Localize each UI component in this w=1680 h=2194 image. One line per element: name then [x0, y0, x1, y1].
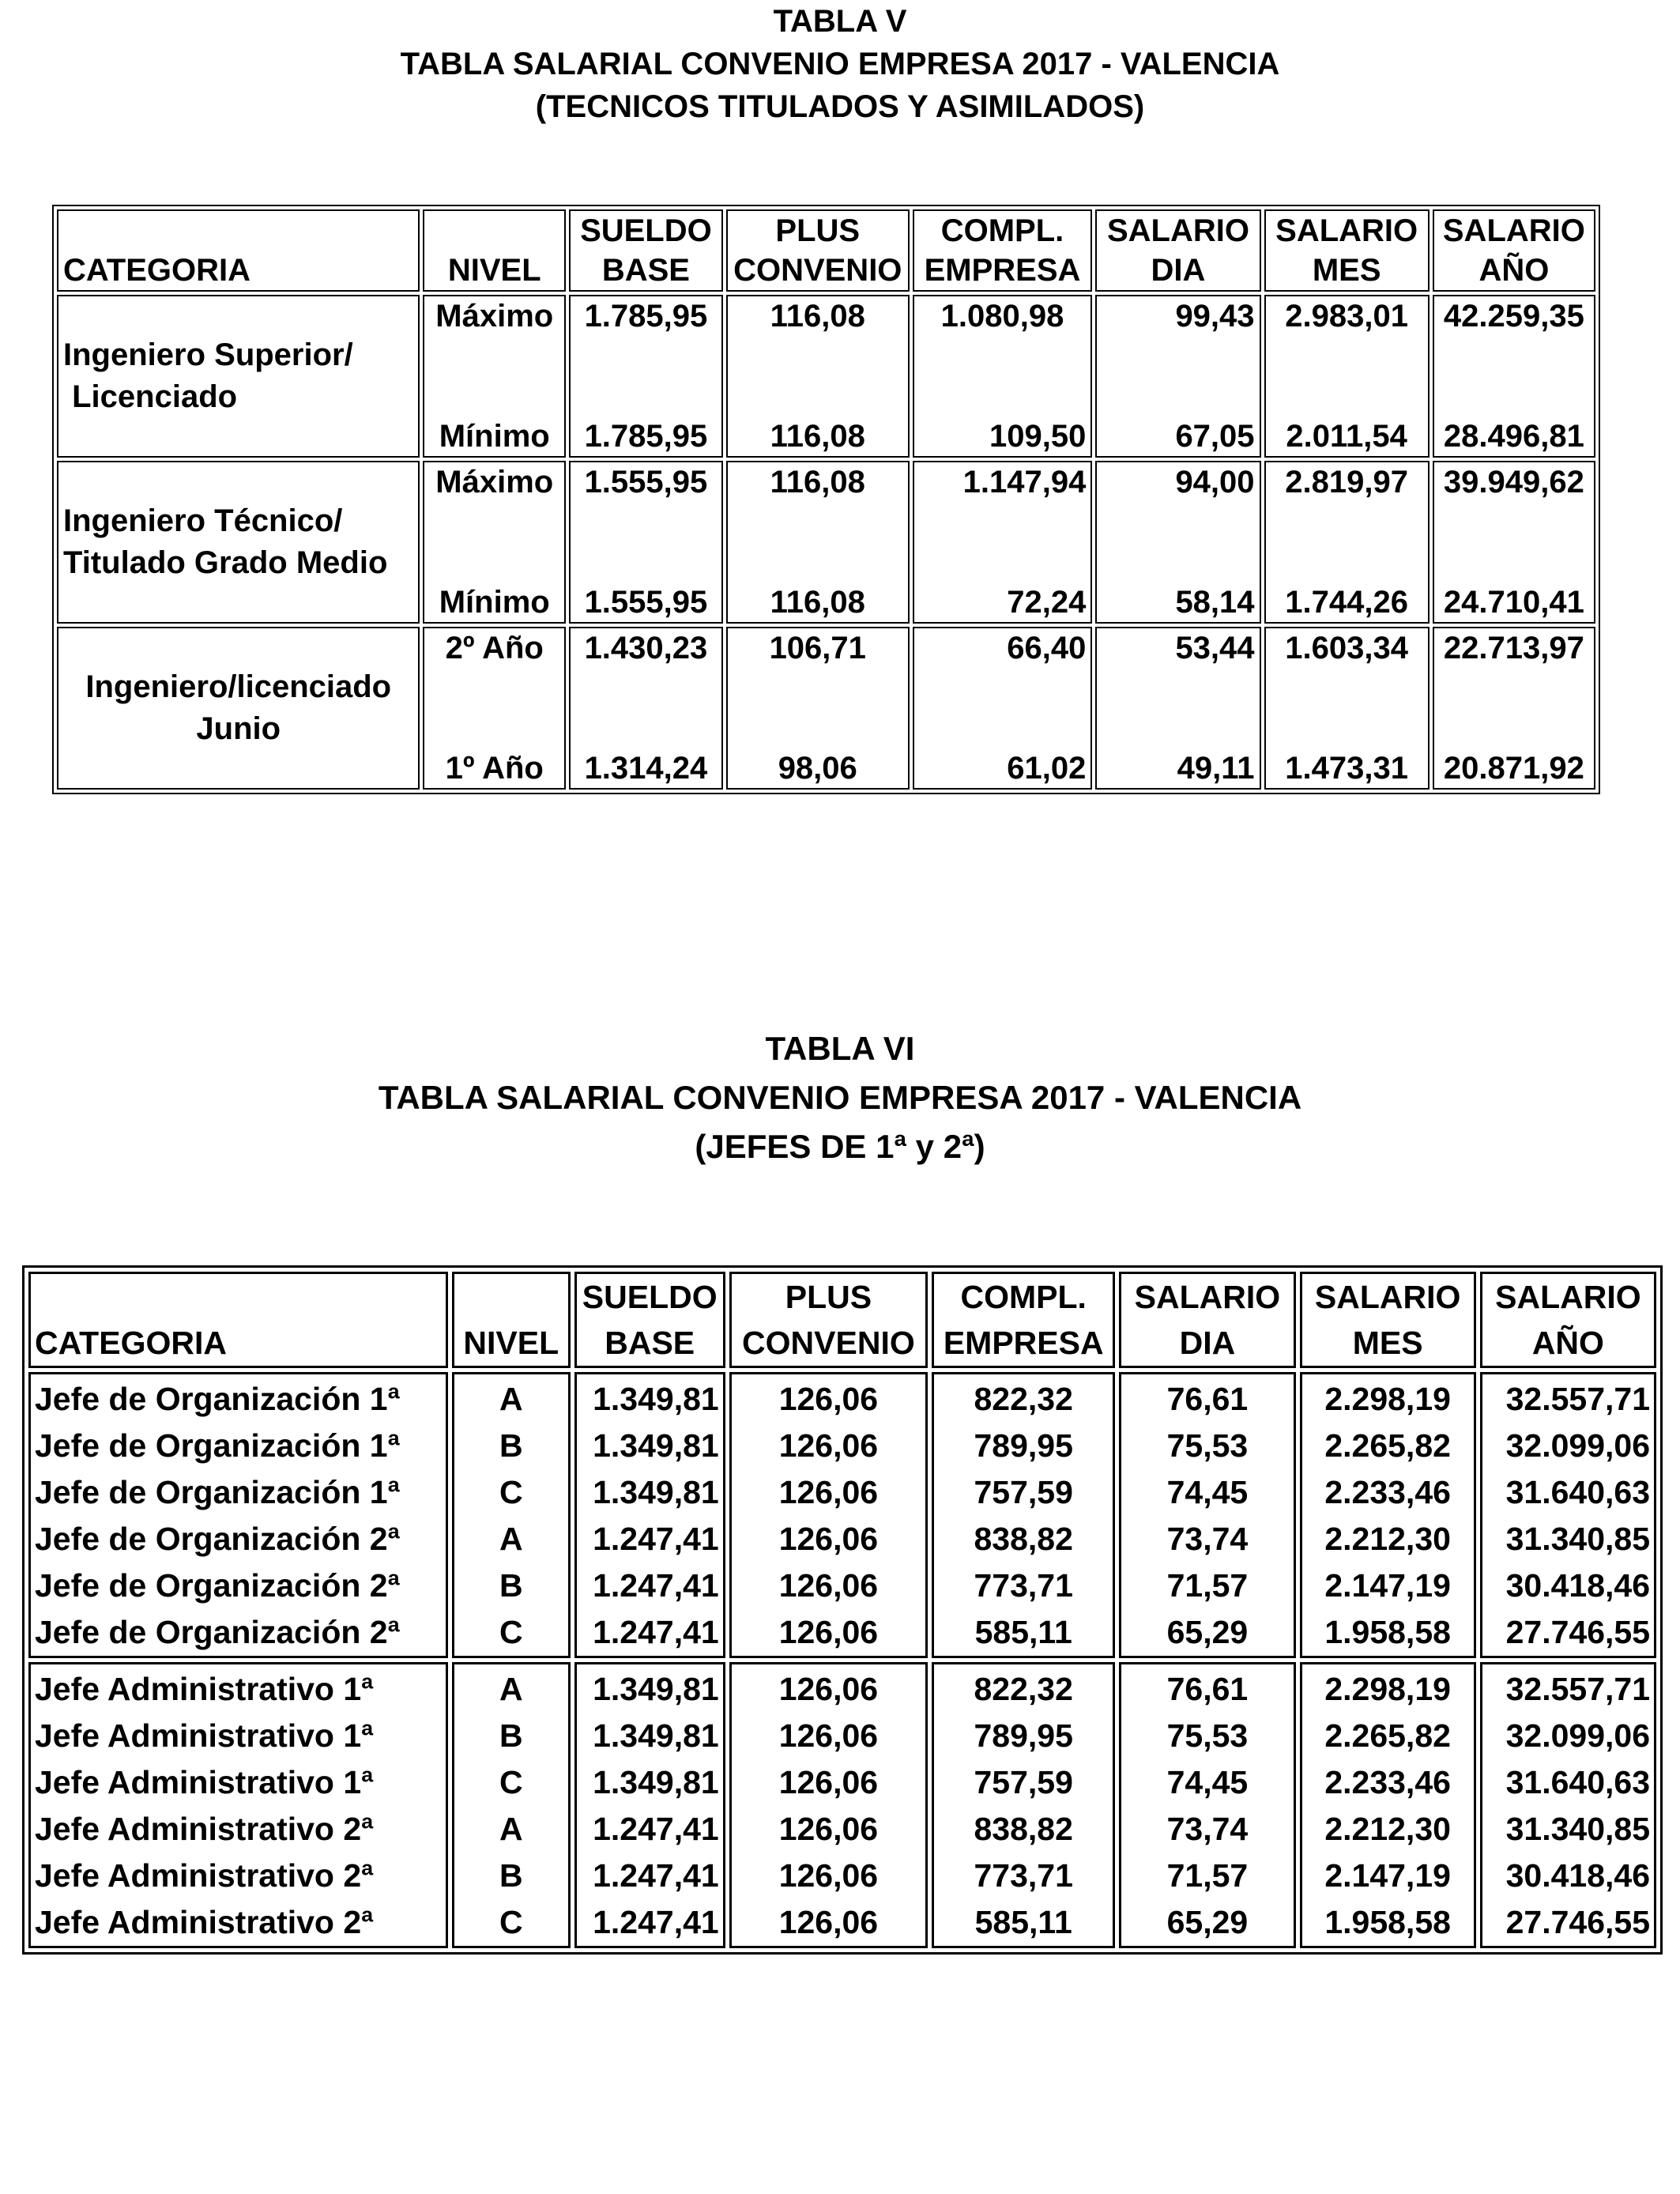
- salario-dia-cell: 76,61 75,53 74,45 73,74 71,57 65,29: [1119, 1372, 1295, 1658]
- compl-empresa-cell: 822,32 789,95 757,59 838,82 773,71 585,11: [932, 1662, 1115, 1948]
- tabla-v-group: [57, 295, 1595, 458]
- salario-ano-cell: 42.259,35 28.496,81: [1433, 295, 1595, 458]
- sueldo-base-cell: 1.430,23 1.314,24: [569, 627, 723, 790]
- tabla-vi-group-organizacion: [28, 1372, 1656, 1658]
- sueldo-base-cell: 1.555,95 1.555,95: [569, 461, 723, 624]
- header-salario-mes: SALARIO MES: [1300, 1272, 1476, 1368]
- salario-mes-cell: 2.298,19 2.265,82 2.233,46 2.212,30 2.147,19 1.958,58: [1300, 1662, 1476, 1948]
- salario-dia-cell: 94,00 58,14: [1095, 461, 1260, 624]
- compl-empresa-cell: 66,40 61,02: [913, 627, 1093, 790]
- plus-convenio-cell: 126,06 126,06 126,06 126,06 126,06 126,06: [729, 1372, 928, 1658]
- tabla-v-title: TABLA V: [773, 4, 907, 39]
- salario-ano-cell: 39.949,62 24.710,41: [1433, 461, 1595, 624]
- header-sueldo-base: SUELDO BASE: [569, 209, 723, 292]
- salario-mes-cell: 2.819,97 1.744,26: [1264, 461, 1430, 624]
- compl-empresa-cell: 822,32 789,95 757,59 838,82 773,71 585,11: [932, 1372, 1115, 1658]
- tabla-vi-title-block: [0, 1024, 1680, 1171]
- header-categoria: CATEGORIA: [57, 209, 420, 292]
- nivel-cell: Máximo Mínimo: [423, 295, 566, 458]
- header-salario-ano: SALARIO AÑO: [1433, 209, 1595, 292]
- sueldo-base-cell: 1.349,81 1.349,81 1.349,81 1.247,41 1.247,41 1.247,41: [574, 1662, 725, 1948]
- tabla-vi-caption: (JEFES DE 1ª y 2ª): [695, 1128, 985, 1165]
- categoria-cell: Ingeniero Técnico/ Titulado Grado Medio: [57, 461, 420, 624]
- compl-empresa-cell: 1.080,98 109,50: [913, 295, 1093, 458]
- tabla-vi-subtitle: TABLA SALARIAL CONVENIO EMPRESA 2017 - VALENCIA: [378, 1079, 1302, 1116]
- salario-ano-cell: 22.713,97 20.871,92: [1433, 627, 1595, 790]
- categoria-cell: Jefe Administrativo 1ª Jefe Administrativo 1ª Jefe Administrativo 1ª Jefe Administrativo 2ª Jefe Administrativo 2ª Jefe Administrativo 2ª: [28, 1662, 448, 1948]
- salario-dia-cell: 99,43 67,05: [1095, 295, 1260, 458]
- tabla-vi-group-administrativo: [28, 1662, 1656, 1948]
- plus-convenio-cell: 106,71 98,06: [726, 627, 910, 790]
- salario-mes-cell: 2.298,19 2.265,82 2.233,46 2.212,30 2.147,19 1.958,58: [1300, 1372, 1476, 1658]
- salario-ano-cell: 32.557,71 32.099,06 31.640,63 31.340,85 30.418,46 27.746,55: [1480, 1662, 1656, 1948]
- tabla-vi-title: TABLA VI: [765, 1030, 915, 1067]
- plus-convenio-cell: 116,08 116,08: [726, 295, 910, 458]
- plus-convenio-cell: 116,08 116,08: [726, 461, 910, 624]
- salario-mes-cell: 2.983,01 2.011,54: [1264, 295, 1430, 458]
- header-salario-dia: SALARIO DIA: [1119, 1272, 1295, 1368]
- salario-ano-cell: 32.557,71 32.099,06 31.640,63 31.340,85 30.418,46 27.746,55: [1480, 1372, 1656, 1658]
- header-plus-convenio: PLUS CONVENIO: [729, 1272, 928, 1368]
- tabla-v-subtitle: TABLA SALARIAL CONVENIO EMPRESA 2017 - VALENCIA: [400, 47, 1280, 81]
- salario-dia-cell: 76,61 75,53 74,45 73,74 71,57 65,29: [1119, 1662, 1295, 1948]
- header-nivel: NIVEL: [423, 209, 566, 292]
- header-salario-dia: SALARIO DIA: [1095, 209, 1260, 292]
- tabla-v-title-block: [0, 0, 1680, 128]
- tabla-v-table: [52, 205, 1600, 794]
- header-sueldo-base: SUELDO BASE: [574, 1272, 725, 1368]
- categoria-cell: Jefe de Organización 1ª Jefe de Organización 1ª Jefe de Organización 1ª Jefe de Organización 2ª Jefe de Organización 2ª Jefe de Organización 2ª: [28, 1372, 448, 1658]
- categoria-cell: Ingeniero/licenciado Junio: [57, 627, 420, 790]
- plus-convenio-cell: 126,06 126,06 126,06 126,06 126,06 126,06: [729, 1662, 928, 1948]
- nivel-cell: A B C A B C: [452, 1372, 571, 1658]
- tabla-v-caption: (TECNICOS TITULADOS Y ASIMILADOS): [535, 89, 1145, 124]
- header-plus-convenio: PLUS CONVENIO: [726, 209, 910, 292]
- categoria-cell: Ingeniero Superior/ Licenciado: [57, 295, 420, 458]
- tabla-v-header-row: [57, 209, 1595, 292]
- header-nivel: NIVEL: [452, 1272, 571, 1368]
- header-salario-ano: SALARIO AÑO: [1480, 1272, 1656, 1368]
- tabla-v-group: [57, 461, 1595, 624]
- header-compl-empresa: COMPL. EMPRESA: [913, 209, 1093, 292]
- header-categoria: CATEGORIA: [28, 1272, 448, 1368]
- salario-mes-cell: 1.603,34 1.473,31: [1264, 627, 1430, 790]
- salario-dia-cell: 53,44 49,11: [1095, 627, 1260, 790]
- nivel-cell: 2º Año 1º Año: [423, 627, 566, 790]
- sueldo-base-cell: 1.785,95 1.785,95: [569, 295, 723, 458]
- header-compl-empresa: COMPL. EMPRESA: [932, 1272, 1115, 1368]
- header-salario-mes: SALARIO MES: [1264, 209, 1430, 292]
- nivel-cell: Máximo Mínimo: [423, 461, 566, 624]
- compl-empresa-cell: 1.147,94 72,24: [913, 461, 1093, 624]
- tabla-vi-header-row: [28, 1272, 1656, 1368]
- tabla-vi-table: [22, 1265, 1663, 1955]
- sueldo-base-cell: 1.349,81 1.349,81 1.349,81 1.247,41 1.247,41 1.247,41: [574, 1372, 725, 1658]
- nivel-cell: A B C A B C: [452, 1662, 571, 1948]
- tabla-v-group: [57, 627, 1595, 790]
